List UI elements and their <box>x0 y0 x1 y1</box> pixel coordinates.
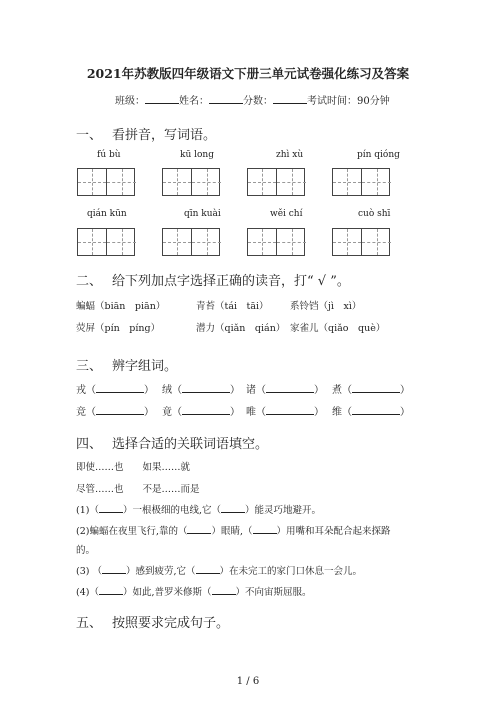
pinyin-2: kū long <box>180 150 214 160</box>
question-3[interactable]: (3) （ ）感到疲劳,它（ ）在未完工的家门口休息一会儿。 <box>76 566 363 577</box>
score-label: 分数： <box>243 96 273 107</box>
char-item[interactable]: 诸（ ） <box>246 385 324 396</box>
section2-heading: 二、 给下列加点字选择正确的读音，打“ √ ”。 <box>76 274 350 289</box>
pronunciation-item[interactable]: 潜力（qiǎn qián） <box>196 323 286 334</box>
pinyin-4: pín qióng <box>357 150 400 160</box>
pinyin-3: zhì xù <box>276 150 304 160</box>
section1-heading: 一、 看拼音，写词语。 <box>76 128 217 143</box>
pronunciation-item[interactable]: 家雀儿（qiǎo què） <box>290 323 386 334</box>
section3-heading: 三、 辨字组词。 <box>76 359 178 374</box>
char-item[interactable]: 竞（ ） <box>76 407 154 418</box>
pinyin-8: cuò shī <box>358 209 391 219</box>
section5-heading: 五、 按照要求完成句子。 <box>76 616 230 631</box>
char-item[interactable]: 竟（ ） <box>162 407 240 418</box>
question-2-cont: 的。 <box>76 545 96 556</box>
name-blank[interactable] <box>209 93 243 104</box>
char-item[interactable]: 绒（ ） <box>162 385 240 396</box>
writing-grid[interactable] <box>247 228 305 256</box>
writing-grid[interactable] <box>77 168 135 196</box>
section4-heading: 四、 选择合适的关联词语填空。 <box>76 437 269 452</box>
pinyin-7: wěi chí <box>270 209 303 219</box>
conjunction-options-1: 即使……也 如果……就 <box>76 462 191 473</box>
writing-grid[interactable] <box>162 168 220 196</box>
question-2[interactable]: (2)蝙蝠在夜里飞行,靠的（ ）眼睛,（ ）用嘴和耳朵配合起来探路 <box>76 526 391 537</box>
char-item[interactable]: 唯（ ） <box>246 407 324 418</box>
char-item[interactable]: 戎（ ） <box>76 385 154 396</box>
student-info-line <box>115 92 390 107</box>
score-blank[interactable] <box>273 93 307 104</box>
pronunciation-item[interactable]: 系铃铛（jì xì） <box>290 301 362 312</box>
pronunciation-item[interactable]: 荧屏（pín píng） <box>76 323 161 334</box>
writing-grid[interactable] <box>247 168 305 196</box>
class-blank[interactable] <box>145 93 179 104</box>
conjunction-options-2: 尽管……也 不是……而是 <box>76 484 200 495</box>
writing-grid[interactable] <box>162 228 220 256</box>
writing-grid[interactable] <box>332 168 390 196</box>
pinyin-5: qián kūn <box>87 209 127 219</box>
pinyin-6: qīn kuài <box>184 209 221 219</box>
pinyin-1: fú bù <box>97 150 121 160</box>
writing-grid[interactable] <box>332 228 390 256</box>
pronunciation-item[interactable]: 青苔（tái tāi） <box>196 301 269 312</box>
question-4[interactable]: (4)（ ）如此,普罗米修斯（ ）不向宙斯屈服。 <box>76 587 312 598</box>
writing-grid[interactable] <box>77 228 135 256</box>
page-title: 2021年苏教版四年级语文下册三单元试卷强化练习及答案 <box>86 66 410 81</box>
name-label: 姓名： <box>179 96 209 107</box>
char-item[interactable]: 维（ ） <box>332 407 410 418</box>
char-item[interactable]: 煮（ ） <box>332 385 410 396</box>
page-number: 1 / 6 <box>236 676 260 687</box>
pronunciation-item[interactable]: 蝙蝠（biān piān） <box>76 301 166 312</box>
class-label: 班级： <box>115 96 145 107</box>
question-1[interactable]: (1)（ ）一根极细的电线,它（ ）能灵巧地避开。 <box>76 505 322 516</box>
time-label: 考试时间：90分钟 <box>307 96 390 107</box>
